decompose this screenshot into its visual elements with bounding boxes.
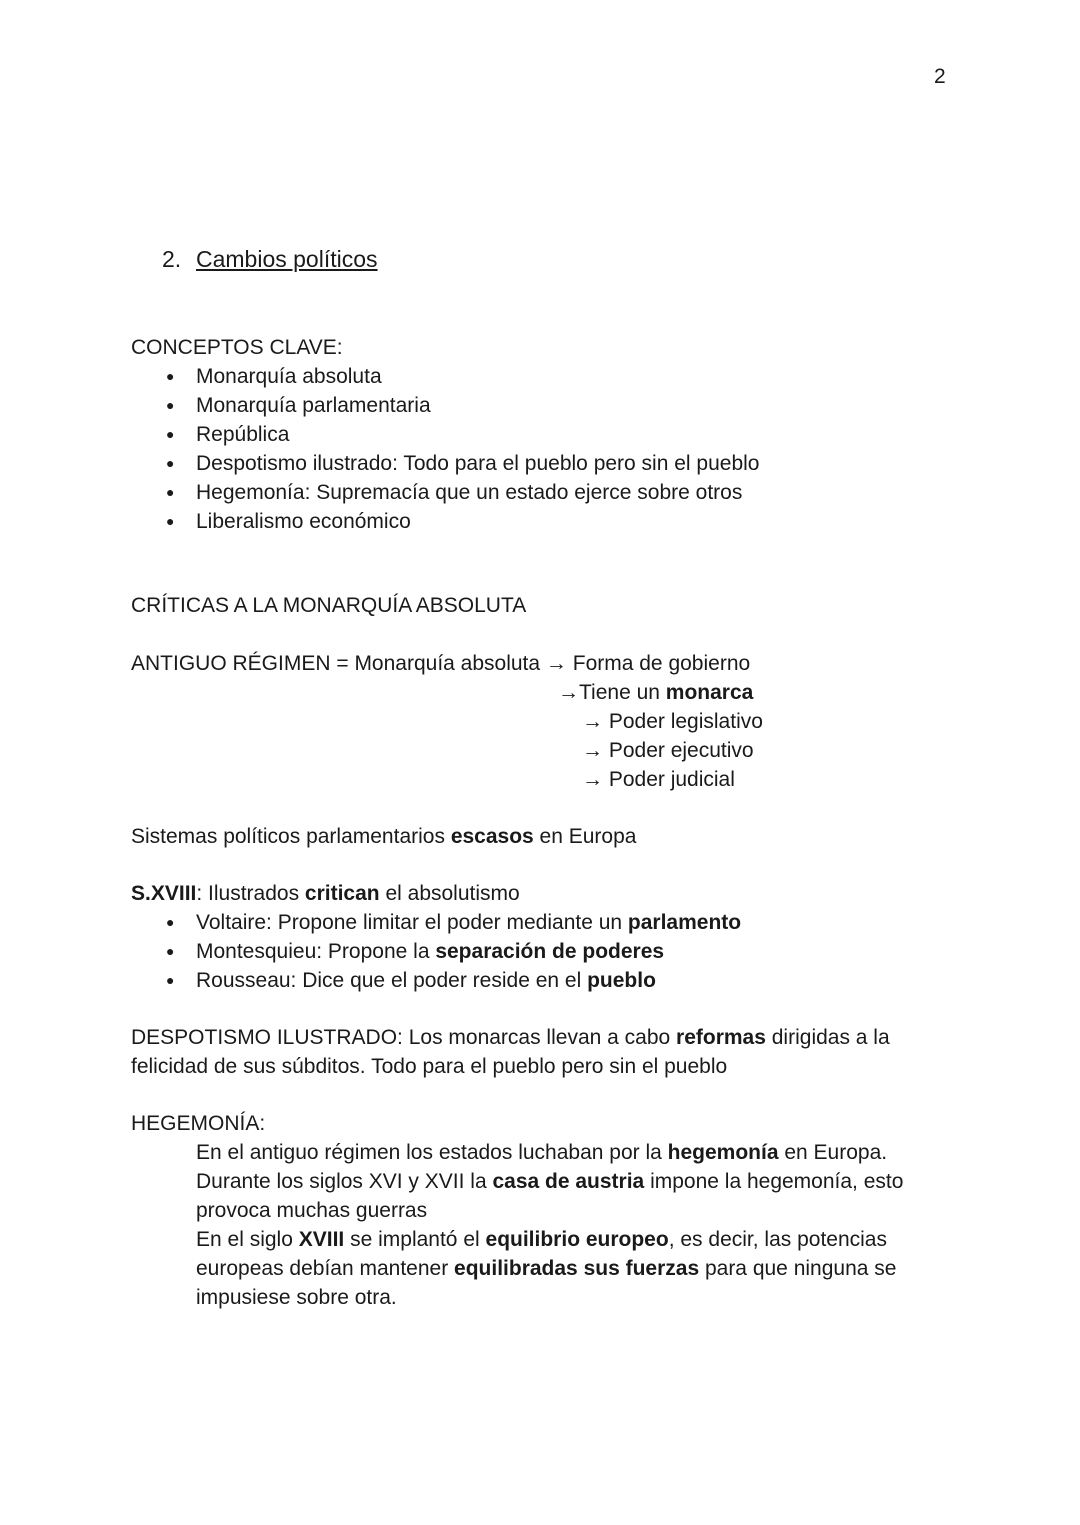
conceptos-heading: CONCEPTOS CLAVE: <box>131 336 343 359</box>
poder-item: → Poder ejecutivo <box>582 739 754 762</box>
monarca-prefix: →Tiene un <box>558 681 666 704</box>
p2-pre: Durante los siglos XVI y XVII la <box>196 1170 493 1193</box>
sxviii-section <box>131 879 741 995</box>
despotismo-pre: DESPOTISMO ILUSTRADO: Los monarcas llevan a cabo <box>131 1026 677 1049</box>
item-text: Montesquieu: Propone la <box>196 940 436 963</box>
list-item <box>131 908 741 937</box>
list-item: ● Monarquía parlamentaria <box>131 391 759 420</box>
item-bold: separación de poderes <box>435 940 665 963</box>
hegemonia-heading: HEGEMONÍA: <box>131 1112 266 1135</box>
poder-item: → Poder legislativo <box>582 710 763 733</box>
p3-g: para que ninguna se impusiese sobre otra. <box>196 1257 897 1309</box>
item-bold: pueblo <box>587 969 656 992</box>
p3-a: En el siglo <box>196 1228 299 1251</box>
sistemas-line <box>131 822 636 851</box>
list-item: ● Liberalismo económico <box>131 507 759 536</box>
conceptos-clave <box>131 333 759 536</box>
sxviii-bold: S.XVIII <box>131 882 197 905</box>
despotismo-paragraph <box>131 1023 931 1081</box>
p3-c: se implantó el <box>344 1228 486 1251</box>
antiguo-regimen-line: ANTIGUO RÉGIMEN = Monarquía absoluta → Forma de gobierno <box>131 652 751 675</box>
despotismo-post: dirigidas a la felicidad de sus súbditos. Todo para el pueblo pero sin el pueblo <box>131 1026 890 1078</box>
despotismo-bold: reformas <box>676 1026 766 1049</box>
hegemonia-p3 <box>196 1225 936 1312</box>
p1-pre: En el antiguo régimen los estados luchaban por la <box>196 1141 668 1164</box>
antiguo-monarca-line <box>558 678 753 707</box>
p1-post: en Europa. <box>778 1141 888 1164</box>
list-item <box>131 937 741 966</box>
section-number: 2. <box>162 246 182 272</box>
criticas-heading: CRÍTICAS A LA MONARQUÍA ABSOLUTA <box>131 594 527 617</box>
sistemas-post: en Europa <box>533 825 637 848</box>
hegemonia-body <box>196 1138 936 1312</box>
sxviii-line <box>131 879 741 908</box>
list-item: ● República <box>131 420 759 449</box>
hegemonia-p2 <box>196 1167 936 1225</box>
sxviii-mid: : Ilustrados <box>196 882 305 905</box>
list-item: ● Despotismo ilustrado: Todo para el pueblo pero sin el pueblo <box>131 449 759 478</box>
p3-b: XVIII <box>298 1228 345 1251</box>
p2-post: impone la hegemonía, esto provoca muchas guerras <box>196 1170 904 1222</box>
p3-f: equilibradas sus fuerzas <box>454 1257 700 1280</box>
section-title: Cambios políticos <box>196 246 378 272</box>
section-heading <box>162 244 378 274</box>
ilustrados-list <box>131 908 741 995</box>
item-text: Voltaire: Propone limitar el poder mediante un <box>196 911 628 934</box>
list-item: ● Monarquía absoluta <box>131 362 759 391</box>
p3-e: , es decir, las potencias europeas debían mantener <box>196 1228 887 1280</box>
list-item <box>131 966 741 995</box>
sxviii-critican: critican <box>304 882 380 905</box>
item-bold: parlamento <box>627 911 742 934</box>
p3-d: equilibrio europeo <box>485 1228 669 1251</box>
conceptos-list <box>131 362 759 536</box>
hegemonia-p1 <box>196 1138 936 1167</box>
sxviii-post: el absolutismo <box>379 882 520 905</box>
page-number: 2 <box>934 65 946 88</box>
sistemas-bold: escasos <box>450 825 534 848</box>
poder-item: → Poder judicial <box>582 768 735 791</box>
list-item: ● Hegemonía: Supremacía que un estado ejerce sobre otros <box>131 478 759 507</box>
item-text: Rousseau: Dice que el poder reside en el <box>196 969 588 992</box>
sistemas-pre: Sistemas políticos parlamentarios <box>131 825 451 848</box>
p1-bold: hegemonía <box>667 1141 779 1164</box>
p2-bold: casa de austria <box>492 1170 645 1193</box>
monarca-bold: monarca <box>665 681 754 704</box>
